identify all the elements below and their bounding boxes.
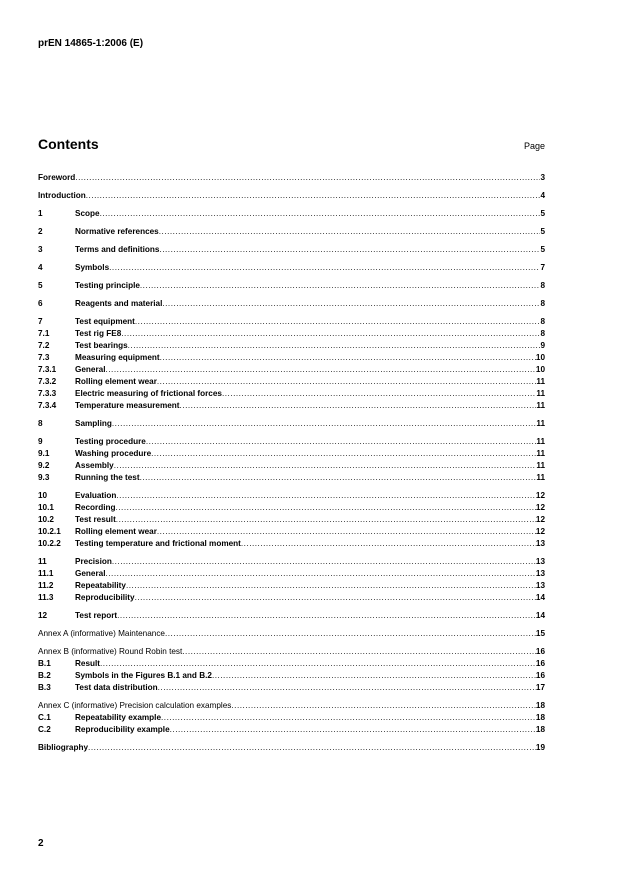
toc-entry-page: 15 (535, 629, 545, 638)
toc-leader-dots (135, 317, 541, 326)
toc-entry-number: 11.2 (38, 581, 54, 590)
toc-entry-number: 7.3.3 (38, 389, 57, 398)
toc-entry-title: Test result (75, 515, 116, 524)
toc-entry[interactable] (38, 245, 545, 257)
toc-entry-title: General (75, 365, 106, 374)
toc-leader-dots (106, 365, 536, 374)
toc-entry[interactable] (38, 317, 545, 329)
toc-entry-title: Rolling element wear (75, 377, 157, 386)
toc-entry-title: Reproducibility (75, 593, 135, 602)
toc-entry-page: 11 (536, 419, 545, 428)
toc-entry[interactable] (38, 329, 545, 341)
toc-leader-dots (146, 437, 537, 446)
toc-entry-page: 8 (540, 299, 545, 308)
toc-entry-title: Sampling (75, 419, 112, 428)
toc-entry-page: 5 (540, 227, 545, 236)
toc-leader-dots (128, 341, 541, 350)
toc-leader-dots (182, 647, 536, 656)
toc-entry[interactable] (38, 209, 545, 221)
toc-entry-title: Precision (75, 557, 112, 566)
toc-entry-title: Reagents and material (75, 299, 163, 308)
toc-entry-number: 8 (38, 419, 43, 428)
toc-leader-dots (170, 725, 536, 734)
toc-entry[interactable] (38, 437, 545, 449)
toc-leader-dots (157, 527, 536, 536)
toc-entry-title: Testing principle (75, 281, 140, 290)
toc-entry-title: Test report (75, 611, 118, 620)
toc-entry[interactable] (38, 299, 545, 311)
toc-entry[interactable] (38, 473, 545, 485)
toc-entry-number: B.3 (38, 683, 51, 692)
toc-entry[interactable] (38, 401, 545, 413)
toc-entry-page: 7 (540, 263, 545, 272)
toc-entry-number: 7 (38, 317, 43, 326)
toc-entry[interactable] (38, 557, 545, 569)
toc-entry[interactable] (38, 671, 545, 683)
toc-entry-page: 11 (536, 401, 545, 410)
toc-entry-page: 13 (535, 581, 545, 590)
toc-leader-dots (222, 389, 536, 398)
toc-entry-title: Temperature measurement (75, 401, 180, 410)
toc-leader-dots (135, 593, 536, 602)
toc-entry[interactable] (38, 629, 545, 641)
toc-entry-number: 7.3.1 (38, 365, 57, 374)
toc-entry-title: Symbols (75, 263, 110, 272)
toc-entry[interactable] (38, 173, 545, 185)
toc-leader-dots (116, 503, 536, 512)
toc-entry-title: Bibliography (38, 743, 89, 752)
toc-entry-page: 8 (540, 281, 545, 290)
page-number: 2 (38, 838, 44, 849)
toc-leader-dots (180, 401, 537, 410)
toc-entry-title: Annex A (informative) Maintenance (38, 629, 165, 638)
toc-entry[interactable] (38, 449, 545, 461)
toc-entry-number: 9 (38, 437, 43, 446)
toc-leader-dots (241, 539, 536, 548)
toc-entry-title: Measuring equipment (75, 353, 160, 362)
toc-entry-number: 9.1 (38, 449, 50, 458)
toc-entry-title: Test equipment (75, 317, 135, 326)
toc-entry-title: Repeatability example (75, 713, 162, 722)
toc-entry-number: 3 (38, 245, 43, 254)
toc-entry[interactable] (38, 593, 545, 605)
toc-entry[interactable] (38, 341, 545, 353)
toc-entry-number: 5 (38, 281, 43, 290)
toc-entry[interactable] (38, 683, 545, 695)
toc-leader-dots (116, 515, 536, 524)
toc-entry-page: 11 (536, 437, 545, 446)
toc-entry[interactable] (38, 539, 545, 551)
toc-entry-page: 16 (535, 647, 545, 656)
toc-leader-dots (88, 743, 536, 752)
toc-entry-number: 11.3 (38, 593, 54, 602)
toc-leader-dots (75, 173, 540, 182)
toc-entry-title: Electric measuring of frictional forces (75, 389, 222, 398)
toc-entry-page: 14 (535, 611, 545, 620)
toc-entry-number: 7.3 (38, 353, 50, 362)
toc-leader-dots (231, 701, 535, 710)
toc-entry-number: C.1 (38, 713, 51, 722)
toc-leader-dots (159, 245, 540, 254)
toc-entry-number: 12 (38, 611, 48, 620)
toc-entry[interactable] (38, 389, 545, 401)
toc-entry-title: General (75, 569, 106, 578)
toc-leader-dots (117, 611, 536, 620)
toc-leader-dots (140, 281, 541, 290)
toc-entry[interactable] (38, 377, 545, 389)
toc-entry[interactable] (38, 227, 545, 239)
toc-entry-page: 11 (536, 461, 545, 470)
toc-leader-dots (106, 569, 536, 578)
toc-entry[interactable] (38, 713, 545, 725)
toc-entry-page: 13 (535, 557, 545, 566)
toc-leader-dots (112, 557, 536, 566)
toc-entry-title: Normative references (75, 227, 159, 236)
toc-entry-number: 11 (38, 557, 47, 566)
toc-entry-number: 4 (38, 263, 43, 272)
toc-entry-page: 13 (535, 539, 545, 548)
toc-entry-title: Annex B (informative) Round Robin test (38, 647, 183, 656)
toc-entry[interactable] (38, 491, 545, 503)
toc-leader-dots (165, 629, 536, 638)
toc-entry-page: 5 (540, 209, 545, 218)
contents-title: Contents (38, 136, 99, 152)
toc-entry-number: 6 (38, 299, 43, 308)
toc-entry-number: 7.3.4 (38, 401, 57, 410)
table-of-contents (38, 173, 545, 761)
toc-entry-title: Running the test (75, 473, 140, 482)
toc-entry[interactable] (38, 581, 545, 593)
toc-entry-page: 16 (535, 671, 545, 680)
document-id: prEN 14865-1:2006 (E) (38, 38, 144, 49)
toc-entry-page: 16 (535, 659, 545, 668)
toc-entry-title: Recording (75, 503, 116, 512)
toc-entry[interactable] (38, 725, 545, 737)
toc-entry-number: 10.1 (38, 503, 54, 512)
toc-entry-page: 11 (536, 389, 545, 398)
toc-entry-number: 10.2 (38, 515, 54, 524)
toc-leader-dots (100, 209, 541, 218)
toc-entry-title: Foreword (38, 173, 76, 182)
toc-entry[interactable] (38, 659, 545, 671)
toc-leader-dots (112, 419, 536, 428)
toc-leader-dots (159, 227, 541, 236)
toc-entry-number: 10 (38, 491, 48, 500)
toc-leader-dots (109, 263, 540, 272)
toc-entry-number: 7.2 (38, 341, 50, 350)
toc-leader-dots (151, 449, 536, 458)
toc-entry[interactable] (38, 569, 545, 581)
toc-entry-title: Test rig FE8 (75, 329, 122, 338)
toc-entry-title: Evaluation (75, 491, 117, 500)
toc-entry-title: Test data distribution (75, 683, 158, 692)
toc-entry-page: 12 (535, 527, 545, 536)
toc-entry-number: B.2 (38, 671, 51, 680)
toc-entry-page: 13 (535, 569, 545, 578)
toc-entry[interactable] (38, 263, 545, 275)
toc-entry-page: 18 (535, 725, 545, 734)
toc-entry[interactable] (38, 461, 545, 473)
toc-entry-page: 8 (540, 329, 545, 338)
toc-leader-dots (160, 353, 536, 362)
toc-entry-title: Test bearings (75, 341, 128, 350)
toc-entry-page: 9 (540, 341, 545, 350)
toc-entry-page: 11 (536, 377, 545, 386)
toc-entry-page: 14 (535, 593, 545, 602)
toc-leader-dots (114, 461, 537, 470)
toc-leader-dots (100, 659, 536, 668)
toc-entry-title: Scope (75, 209, 100, 218)
toc-entry-number: 1 (38, 209, 43, 218)
toc-entry-page: 10 (535, 365, 545, 374)
toc-entry-title: Result (75, 659, 101, 668)
toc-entry-page: 17 (535, 683, 545, 692)
toc-entry-number: B.1 (38, 659, 51, 668)
toc-entry-page: 11 (536, 449, 545, 458)
toc-entry-page: 10 (535, 353, 545, 362)
toc-entry-title: Repeatability (75, 581, 126, 590)
toc-entry-page: 19 (535, 743, 545, 752)
toc-leader-dots (126, 581, 536, 590)
toc-entry-page: 3 (540, 173, 545, 182)
toc-entry[interactable] (38, 365, 545, 377)
toc-leader-dots (121, 329, 540, 338)
toc-entry-page: 18 (535, 701, 545, 710)
toc-entry-page: 8 (540, 317, 545, 326)
toc-entry-title: Assembly (75, 461, 114, 470)
toc-entry-number: 10.2.1 (38, 527, 61, 536)
toc-entry-title: Symbols in the Figures B.1 and B.2 (75, 671, 212, 680)
toc-leader-dots (161, 713, 536, 722)
toc-entry[interactable] (38, 647, 545, 659)
toc-leader-dots (86, 191, 541, 200)
toc-entry-page: 11 (536, 473, 545, 482)
toc-leader-dots (158, 683, 536, 692)
toc-entry-page: 12 (535, 515, 545, 524)
toc-entry[interactable] (38, 419, 545, 431)
toc-entry-number: 9.2 (38, 461, 50, 470)
toc-leader-dots (212, 671, 536, 680)
toc-leader-dots (140, 473, 537, 482)
toc-entry-title: Testing procedure (75, 437, 146, 446)
toc-leader-dots (157, 377, 536, 386)
toc-entry-title: Rolling element wear (75, 527, 157, 536)
toc-entry-number: C.2 (38, 725, 51, 734)
toc-entry-title: Reproducibility example (75, 725, 170, 734)
toc-entry-number: 11.1 (38, 569, 54, 578)
toc-entry-title: Introduction (38, 191, 86, 200)
toc-entry[interactable] (38, 611, 545, 623)
toc-entry-page: 12 (535, 503, 545, 512)
toc-entry[interactable] (38, 701, 545, 713)
page-column-label: Page (523, 141, 545, 151)
toc-entry-title: Annex C (informative) Precision calculation examples (38, 701, 232, 710)
toc-entry-page: 5 (540, 245, 545, 254)
toc-entry-number: 7.1 (38, 329, 50, 338)
toc-entry-title: Washing procedure (75, 449, 152, 458)
toc-entry[interactable] (38, 503, 545, 515)
toc-leader-dots (162, 299, 540, 308)
toc-entry-page: 18 (535, 713, 545, 722)
toc-entry-page: 12 (535, 491, 545, 500)
toc-entry-number: 2 (38, 227, 43, 236)
toc-entry[interactable] (38, 191, 545, 203)
toc-entry[interactable] (38, 527, 545, 539)
toc-leader-dots (116, 491, 535, 500)
toc-entry-number: 10.2.2 (38, 539, 61, 548)
toc-entry-number: 9.3 (38, 473, 50, 482)
toc-entry-page: 4 (540, 191, 545, 200)
toc-entry-title: Testing temperature and frictional moment (75, 539, 241, 548)
toc-entry[interactable] (38, 281, 545, 293)
toc-entry-number: 7.3.2 (38, 377, 57, 386)
toc-entry[interactable] (38, 353, 545, 365)
toc-entry[interactable] (38, 743, 545, 755)
toc-entry-title: Terms and definitions (75, 245, 160, 254)
toc-entry[interactable] (38, 515, 545, 527)
